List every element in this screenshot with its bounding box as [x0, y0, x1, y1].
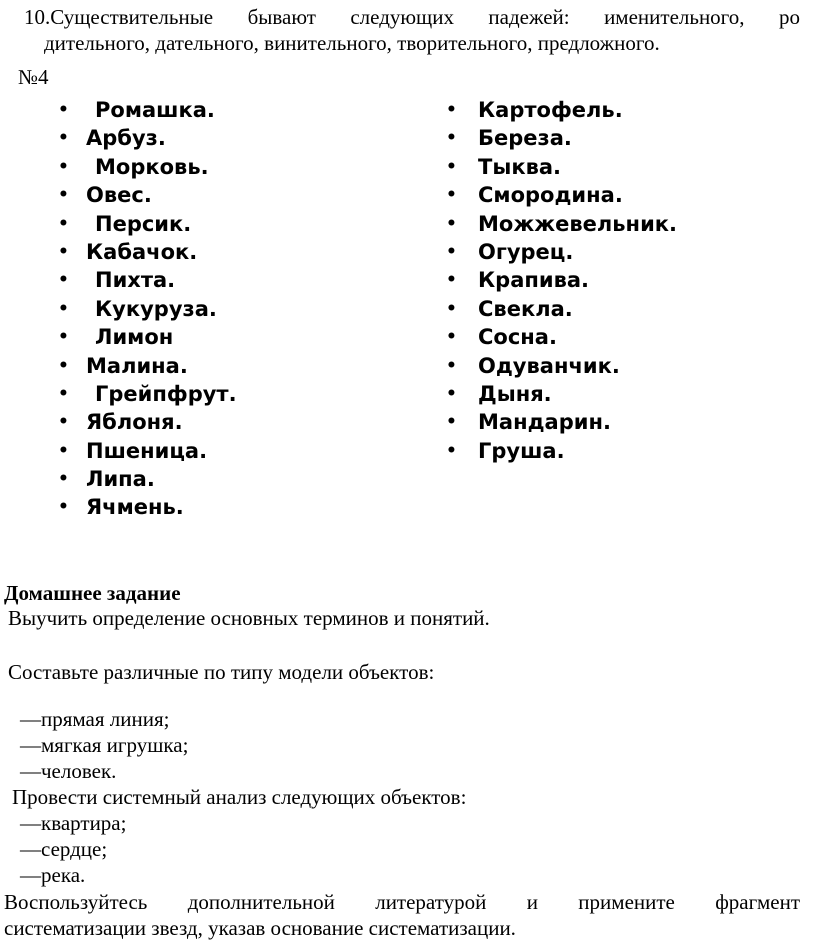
bullet-icon: • [446, 156, 457, 177]
model-item: —мягкая игрушка; [20, 733, 189, 757]
plant-name: Береза. [478, 126, 572, 151]
plant-name: Пшеница. [86, 438, 208, 463]
plant-name: Малина. [86, 353, 188, 378]
plant-name: Лимон [95, 325, 174, 350]
plant-name: Одуванчик. [478, 353, 620, 378]
word: 10.Существительные [24, 5, 214, 29]
plant-name: Дыня. [478, 381, 552, 406]
word: литературой [375, 890, 487, 914]
plant-name: Ячмень. [86, 495, 184, 520]
plant-name: Липа. [86, 467, 155, 492]
plant-name: Персик. [95, 211, 192, 236]
bullet-icon: • [446, 440, 457, 461]
plant-name: Груша. [478, 438, 565, 463]
bullet-icon: • [446, 327, 457, 348]
word: Воспользуйтесь [4, 890, 148, 914]
plant-name: Ромашка. [95, 98, 215, 122]
homework-final-line-1 [4, 889, 800, 915]
plant-name: Пихта. [95, 268, 176, 293]
plant-name: Смородина. [478, 183, 623, 208]
plant-name: Огурец. [478, 239, 574, 264]
word: и [526, 890, 538, 914]
plant-name: Картофель. [478, 98, 623, 122]
bullet-icon: • [446, 100, 457, 120]
word: примените [578, 890, 675, 914]
word: фрагмент [715, 890, 800, 914]
bullet-icon: • [58, 213, 69, 234]
bullet-icon: • [58, 383, 69, 404]
word: ро [778, 5, 800, 29]
bullet-icon: • [58, 412, 69, 433]
plant-name: Грейпфрут. [95, 381, 237, 406]
bullet-icon: • [446, 383, 457, 404]
task-10-line-1 [24, 4, 800, 30]
model-item: —прямая линия; [20, 707, 170, 731]
task-10-line-2: дительного, дательного, винительного, творительного, предложного. [44, 31, 660, 55]
exercise-number: №4 [18, 65, 49, 89]
bullet-icon: • [446, 355, 457, 376]
plant-name: Кабачок. [86, 239, 198, 264]
bullet-icon: • [58, 327, 69, 348]
object-item: —квартира; [20, 811, 127, 835]
word: именительного, [604, 5, 745, 29]
bullet-icon: • [58, 469, 69, 490]
word: дополнительной [187, 890, 335, 914]
plant-name: Свекла. [478, 296, 573, 321]
plant-name: Кукуруза. [95, 296, 217, 321]
homework-compose: Составьте различные по типу модели объектов: [8, 660, 435, 684]
bullet-icon: • [58, 270, 69, 291]
plant-name: Тыква. [478, 154, 562, 179]
bullet-icon: • [446, 298, 457, 319]
plant-name: Яблоня. [86, 410, 183, 435]
bullet-icon: • [446, 185, 457, 206]
plant-name: Овес. [86, 183, 152, 208]
plant-name: Мандарин. [478, 410, 611, 435]
task-10-paragraph [24, 4, 800, 56]
plant-name: Сосна. [478, 325, 557, 350]
bullet-icon: • [446, 213, 457, 234]
homework-analysis: Провести системный анализ следующих объектов: [12, 785, 467, 809]
bullet-icon: • [58, 128, 69, 149]
bullet-icon: • [58, 185, 69, 206]
bullet-icon: • [58, 100, 69, 120]
plant-name: Можжевельник. [478, 211, 678, 236]
homework-final-line-2: систематизации звезд, указав основание систематизации. [4, 916, 516, 940]
object-item: —река. [20, 863, 86, 887]
plant-name: Арбуз. [86, 126, 166, 151]
plant-name: Морковь. [95, 154, 209, 179]
bullet-icon: • [446, 128, 457, 149]
bullet-icon: • [58, 440, 69, 461]
bullet-icon: • [58, 241, 69, 262]
word: падежей: [488, 5, 570, 29]
plant-name: Крапива. [478, 268, 590, 293]
homework-learn: Выучить определение основных терминов и понятий. [8, 606, 490, 630]
bullet-icon: • [58, 298, 69, 319]
bullet-icon: • [58, 355, 69, 376]
bullet-icon: • [58, 497, 69, 518]
bullet-icon: • [446, 241, 457, 262]
bullet-icon: • [446, 270, 457, 291]
word: бывают [247, 5, 316, 29]
homework-title: Домашнее задание [4, 581, 181, 605]
object-item: —сердце; [20, 837, 108, 861]
word: следующих [350, 5, 454, 29]
bullet-icon: • [58, 156, 69, 177]
bullet-icon: • [446, 412, 457, 433]
model-item: —человек. [20, 759, 117, 783]
